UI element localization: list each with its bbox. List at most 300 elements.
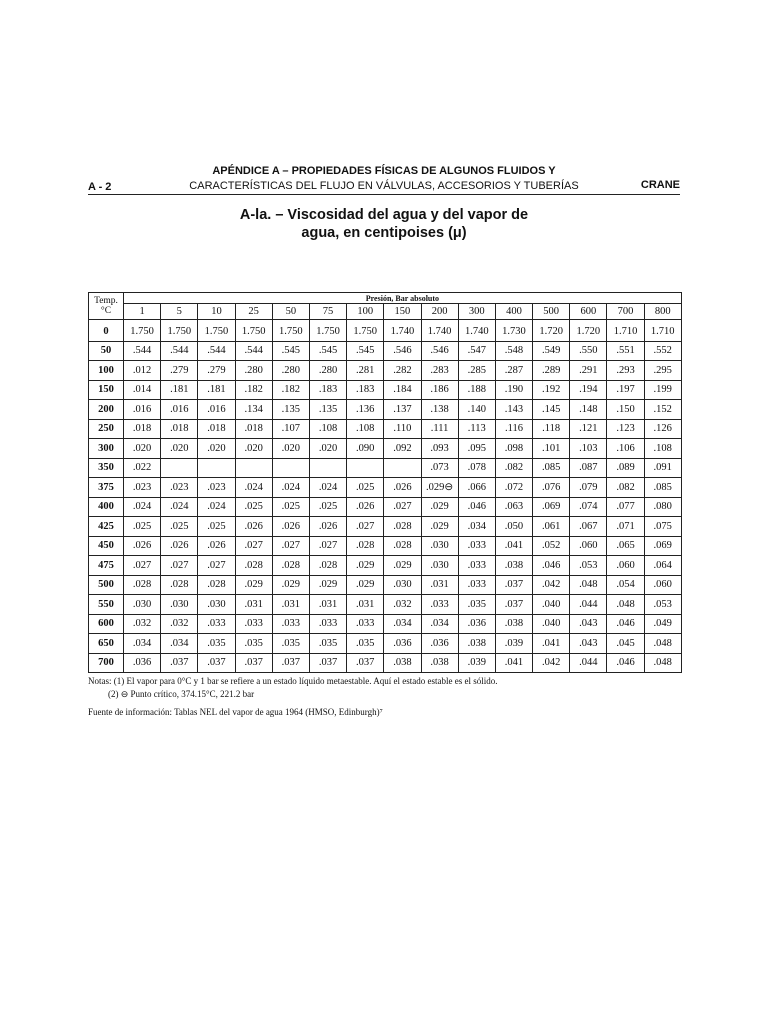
viscosity-cell: .033 bbox=[458, 556, 495, 576]
viscosity-cell: .024 bbox=[309, 478, 346, 498]
viscosity-cell: 1.710 bbox=[644, 320, 681, 342]
table-row bbox=[89, 341, 682, 361]
viscosity-cell: .046 bbox=[607, 614, 644, 634]
viscosity-cell: .069 bbox=[644, 536, 681, 556]
viscosity-cell: .095 bbox=[458, 439, 495, 459]
viscosity-cell: .197 bbox=[607, 380, 644, 400]
viscosity-cell: .079 bbox=[570, 478, 607, 498]
viscosity-cell: .078 bbox=[458, 458, 495, 478]
viscosity-cell: .034 bbox=[384, 614, 421, 634]
viscosity-cell: .545 bbox=[272, 341, 309, 361]
table-title-line2: agua, en centipoises (μ) bbox=[301, 225, 467, 241]
viscosity-cell: .035 bbox=[235, 634, 272, 654]
viscosity-cell: .024 bbox=[161, 497, 198, 517]
viscosity-cell: .544 bbox=[161, 341, 198, 361]
viscosity-cell: .152 bbox=[644, 400, 681, 420]
temperature-cell: 300 bbox=[89, 439, 124, 459]
viscosity-cell: .143 bbox=[495, 400, 532, 420]
viscosity-cell: .023 bbox=[198, 478, 235, 498]
viscosity-cell: .029 bbox=[421, 497, 458, 517]
viscosity-cell: .032 bbox=[384, 595, 421, 615]
viscosity-cell: .101 bbox=[533, 439, 570, 459]
header-title-line2: CARACTERÍSTICAS DEL FLUJO EN VÁLVULAS, ACCESORIOS Y TUBERÍAS bbox=[189, 180, 579, 192]
viscosity-cell: .048 bbox=[644, 653, 681, 673]
viscosity-cell: .092 bbox=[384, 439, 421, 459]
viscosity-cell: .082 bbox=[495, 458, 532, 478]
viscosity-cell: .025 bbox=[309, 497, 346, 517]
viscosity-cell: .135 bbox=[272, 400, 309, 420]
viscosity-cell: .123 bbox=[607, 419, 644, 439]
viscosity-cell: .043 bbox=[570, 634, 607, 654]
viscosity-cell: .135 bbox=[309, 400, 346, 420]
table-row bbox=[89, 634, 682, 654]
viscosity-cell: .023 bbox=[161, 478, 198, 498]
viscosity-cell: .091 bbox=[644, 458, 681, 478]
viscosity-cell: 1.750 bbox=[272, 320, 309, 342]
viscosity-cell: .037 bbox=[495, 575, 532, 595]
viscosity-cell: .138 bbox=[421, 400, 458, 420]
table-row bbox=[89, 536, 682, 556]
viscosity-cell: .041 bbox=[495, 536, 532, 556]
viscosity-cell: .199 bbox=[644, 380, 681, 400]
viscosity-cell: .285 bbox=[458, 361, 495, 381]
viscosity-cell: .544 bbox=[198, 341, 235, 361]
viscosity-cell: 1.720 bbox=[533, 320, 570, 342]
viscosity-cell: .075 bbox=[644, 517, 681, 537]
viscosity-cell: .027 bbox=[384, 497, 421, 517]
viscosity-cell: .020 bbox=[124, 439, 161, 459]
viscosity-cell: .065 bbox=[607, 536, 644, 556]
viscosity-cell: .280 bbox=[272, 361, 309, 381]
viscosity-cell: .281 bbox=[347, 361, 384, 381]
temperature-cell: 375 bbox=[89, 478, 124, 498]
temperature-cell: 400 bbox=[89, 497, 124, 517]
viscosity-cell: .048 bbox=[570, 575, 607, 595]
viscosity-cell: .544 bbox=[124, 341, 161, 361]
temperature-cell: 550 bbox=[89, 595, 124, 615]
pressure-column-header: 50 bbox=[272, 304, 309, 320]
viscosity-cell: .080 bbox=[644, 497, 681, 517]
viscosity-cell: .025 bbox=[347, 478, 384, 498]
viscosity-cell: .020 bbox=[198, 439, 235, 459]
pressure-column-header: 25 bbox=[235, 304, 272, 320]
viscosity-cell: .037 bbox=[495, 595, 532, 615]
pressure-column-header: 800 bbox=[644, 304, 681, 320]
viscosity-cell: .034 bbox=[458, 517, 495, 537]
temperature-cell: 500 bbox=[89, 575, 124, 595]
viscosity-cell: .029 bbox=[347, 575, 384, 595]
viscosity-cell: .181 bbox=[198, 380, 235, 400]
temp-column-header bbox=[89, 293, 124, 320]
viscosity-cell: .547 bbox=[458, 341, 495, 361]
viscosity-cell: .027 bbox=[309, 536, 346, 556]
viscosity-cell: .035 bbox=[347, 634, 384, 654]
viscosity-cell: 1.720 bbox=[570, 320, 607, 342]
viscosity-cell: .033 bbox=[272, 614, 309, 634]
temperature-cell: 700 bbox=[89, 653, 124, 673]
temperature-cell: 150 bbox=[89, 380, 124, 400]
viscosity-cell: 1.740 bbox=[421, 320, 458, 342]
viscosity-cell: .032 bbox=[161, 614, 198, 634]
viscosity-cell: .134 bbox=[235, 400, 272, 420]
viscosity-cell: .049 bbox=[644, 614, 681, 634]
viscosity-cell: .031 bbox=[421, 575, 458, 595]
viscosity-cell: .024 bbox=[198, 497, 235, 517]
viscosity-cell: .113 bbox=[458, 419, 495, 439]
viscosity-cell: .036 bbox=[421, 634, 458, 654]
viscosity-cell: .029 bbox=[384, 556, 421, 576]
viscosity-cell bbox=[235, 458, 272, 478]
note-1: Notas: (1) El vapor para 0°C y 1 bar se refiere a un estado líquido metaestable. Aquí el estado estable es el sólido. bbox=[88, 676, 498, 686]
table-row bbox=[89, 517, 682, 537]
viscosity-cell: 1.740 bbox=[458, 320, 495, 342]
viscosity-cell: .028 bbox=[347, 536, 384, 556]
viscosity-cell: .551 bbox=[607, 341, 644, 361]
viscosity-cell: .060 bbox=[607, 556, 644, 576]
viscosity-cell: .030 bbox=[421, 556, 458, 576]
viscosity-cell: .038 bbox=[384, 653, 421, 673]
viscosity-cell: .289 bbox=[533, 361, 570, 381]
viscosity-cell: .029⊖ bbox=[421, 478, 458, 498]
viscosity-cell: .087 bbox=[570, 458, 607, 478]
viscosity-cell: .048 bbox=[607, 595, 644, 615]
viscosity-cell: .030 bbox=[198, 595, 235, 615]
pressure-column-header: 5 bbox=[161, 304, 198, 320]
viscosity-cell: .033 bbox=[347, 614, 384, 634]
viscosity-cell: .054 bbox=[607, 575, 644, 595]
viscosity-cell: .544 bbox=[235, 341, 272, 361]
viscosity-cell: .028 bbox=[309, 556, 346, 576]
viscosity-cell: .034 bbox=[161, 634, 198, 654]
pressure-column-header: 1 bbox=[124, 304, 161, 320]
viscosity-cell: .279 bbox=[198, 361, 235, 381]
viscosity-cell: 1.750 bbox=[235, 320, 272, 342]
viscosity-cell: .035 bbox=[309, 634, 346, 654]
viscosity-cell: .552 bbox=[644, 341, 681, 361]
viscosity-cell: .016 bbox=[198, 400, 235, 420]
viscosity-cell: .549 bbox=[533, 341, 570, 361]
viscosity-cell: .033 bbox=[421, 595, 458, 615]
pressure-column-header: 200 bbox=[421, 304, 458, 320]
temperature-cell: 475 bbox=[89, 556, 124, 576]
viscosity-cell: .048 bbox=[644, 634, 681, 654]
viscosity-cell: .030 bbox=[384, 575, 421, 595]
viscosity-cell: .026 bbox=[309, 517, 346, 537]
viscosity-cell: .027 bbox=[235, 536, 272, 556]
viscosity-cell: .029 bbox=[272, 575, 309, 595]
pressure-column-header: 10 bbox=[198, 304, 235, 320]
viscosity-cell: .035 bbox=[272, 634, 309, 654]
table-row bbox=[89, 419, 682, 439]
viscosity-cell: .018 bbox=[161, 419, 198, 439]
viscosity-cell: .183 bbox=[309, 380, 346, 400]
viscosity-cell: .016 bbox=[124, 400, 161, 420]
viscosity-cell: .042 bbox=[533, 575, 570, 595]
viscosity-cell: .028 bbox=[161, 575, 198, 595]
viscosity-cell: .033 bbox=[309, 614, 346, 634]
viscosity-cell: .018 bbox=[124, 419, 161, 439]
viscosity-cell: .060 bbox=[570, 536, 607, 556]
viscosity-cell: .546 bbox=[384, 341, 421, 361]
viscosity-cell: .038 bbox=[495, 556, 532, 576]
pressure-column-header: 500 bbox=[533, 304, 570, 320]
viscosity-cell: .071 bbox=[607, 517, 644, 537]
viscosity-cell: .085 bbox=[644, 478, 681, 498]
viscosity-cell: .037 bbox=[272, 653, 309, 673]
viscosity-cell: .043 bbox=[570, 614, 607, 634]
viscosity-cell: .077 bbox=[607, 497, 644, 517]
viscosity-cell: .031 bbox=[272, 595, 309, 615]
viscosity-cell: .046 bbox=[607, 653, 644, 673]
viscosity-cell: .027 bbox=[272, 536, 309, 556]
table-row bbox=[89, 575, 682, 595]
viscosity-cell bbox=[272, 458, 309, 478]
viscosity-cell: .548 bbox=[495, 341, 532, 361]
viscosity-cell: .030 bbox=[124, 595, 161, 615]
viscosity-cell: .045 bbox=[607, 634, 644, 654]
pressure-column-header: 600 bbox=[570, 304, 607, 320]
viscosity-cell: .089 bbox=[607, 458, 644, 478]
viscosity-cell: .024 bbox=[272, 478, 309, 498]
viscosity-cell: .025 bbox=[198, 517, 235, 537]
viscosity-cell: .090 bbox=[347, 439, 384, 459]
table-row bbox=[89, 478, 682, 498]
viscosity-cell: .029 bbox=[235, 575, 272, 595]
viscosity-cell: .107 bbox=[272, 419, 309, 439]
viscosity-cell: .545 bbox=[309, 341, 346, 361]
table-row bbox=[89, 320, 682, 342]
table-row bbox=[89, 653, 682, 673]
temperature-cell: 100 bbox=[89, 361, 124, 381]
viscosity-cell: .020 bbox=[309, 439, 346, 459]
viscosity-cell: .082 bbox=[607, 478, 644, 498]
viscosity-cell: .028 bbox=[198, 575, 235, 595]
page-label: A - 2 bbox=[88, 181, 112, 193]
viscosity-cell: .063 bbox=[495, 497, 532, 517]
viscosity-cell: .018 bbox=[235, 419, 272, 439]
viscosity-cell: .037 bbox=[309, 653, 346, 673]
pressure-column-header: 150 bbox=[384, 304, 421, 320]
viscosity-cell: 1.710 bbox=[607, 320, 644, 342]
viscosity-cell: 1.750 bbox=[347, 320, 384, 342]
viscosity-cell: .108 bbox=[347, 419, 384, 439]
viscosity-cell: .103 bbox=[570, 439, 607, 459]
viscosity-cell: .020 bbox=[272, 439, 309, 459]
viscosity-cell: .038 bbox=[421, 653, 458, 673]
pressure-column-header: 700 bbox=[607, 304, 644, 320]
temp-header-label: Temp. bbox=[94, 296, 118, 306]
viscosity-cell: .028 bbox=[384, 536, 421, 556]
pressure-column-header: 400 bbox=[495, 304, 532, 320]
viscosity-cell: .016 bbox=[161, 400, 198, 420]
viscosity-cell: .052 bbox=[533, 536, 570, 556]
viscosity-cell: .118 bbox=[533, 419, 570, 439]
viscosity-cell: .050 bbox=[495, 517, 532, 537]
viscosity-cell: .026 bbox=[384, 478, 421, 498]
viscosity-cell: .293 bbox=[607, 361, 644, 381]
viscosity-cell: .145 bbox=[533, 400, 570, 420]
table-row bbox=[89, 380, 682, 400]
viscosity-cell: .546 bbox=[421, 341, 458, 361]
viscosity-cell: .036 bbox=[458, 614, 495, 634]
viscosity-cell: .192 bbox=[533, 380, 570, 400]
viscosity-cell: .028 bbox=[235, 556, 272, 576]
viscosity-cell: .140 bbox=[458, 400, 495, 420]
viscosity-cell: .040 bbox=[533, 614, 570, 634]
viscosity-cell: 1.730 bbox=[495, 320, 532, 342]
table-title-line1: A-la. – Viscosidad del agua y del vapor de bbox=[239, 207, 529, 223]
viscosity-cell: .066 bbox=[458, 478, 495, 498]
viscosity-cell: .039 bbox=[495, 634, 532, 654]
viscosity-cell: .025 bbox=[124, 517, 161, 537]
viscosity-cell: .116 bbox=[495, 419, 532, 439]
viscosity-cell: .036 bbox=[384, 634, 421, 654]
viscosity-cell: .026 bbox=[347, 497, 384, 517]
table-notes bbox=[88, 675, 688, 701]
viscosity-cell: .027 bbox=[161, 556, 198, 576]
viscosity-cell: .282 bbox=[384, 361, 421, 381]
viscosity-cell: .040 bbox=[533, 595, 570, 615]
viscosity-cell: .060 bbox=[644, 575, 681, 595]
viscosity-cell: .280 bbox=[235, 361, 272, 381]
viscosity-cell: .022 bbox=[124, 458, 161, 478]
viscosity-cell: .027 bbox=[124, 556, 161, 576]
viscosity-cell: .018 bbox=[198, 419, 235, 439]
table-row bbox=[89, 614, 682, 634]
viscosity-cell: .550 bbox=[570, 341, 607, 361]
viscosity-cell: 1.750 bbox=[198, 320, 235, 342]
viscosity-cell bbox=[384, 458, 421, 478]
viscosity-cell: .069 bbox=[533, 497, 570, 517]
viscosity-cell: .067 bbox=[570, 517, 607, 537]
source-note: Fuente de información: Tablas NEL del vapor de agua 1964 (HMSO, Edinburgh)⁷ bbox=[88, 707, 383, 717]
viscosity-cell: .038 bbox=[495, 614, 532, 634]
viscosity-cell: .025 bbox=[161, 517, 198, 537]
viscosity-cell: .038 bbox=[458, 634, 495, 654]
viscosity-cell: .098 bbox=[495, 439, 532, 459]
viscosity-cell: .030 bbox=[161, 595, 198, 615]
header-rule bbox=[88, 194, 680, 195]
viscosity-cell: .041 bbox=[495, 653, 532, 673]
viscosity-cell: .024 bbox=[235, 478, 272, 498]
temperature-cell: 600 bbox=[89, 614, 124, 634]
temperature-cell: 350 bbox=[89, 458, 124, 478]
viscosity-cell: 1.740 bbox=[384, 320, 421, 342]
viscosity-cell: .194 bbox=[570, 380, 607, 400]
viscosity-cell: .188 bbox=[458, 380, 495, 400]
viscosity-cell: .044 bbox=[570, 595, 607, 615]
temperature-cell: 200 bbox=[89, 400, 124, 420]
viscosity-cell: .027 bbox=[198, 556, 235, 576]
viscosity-cell bbox=[161, 458, 198, 478]
temperature-cell: 650 bbox=[89, 634, 124, 654]
viscosity-cell: .064 bbox=[644, 556, 681, 576]
viscosity-cell: .029 bbox=[347, 556, 384, 576]
pressure-column-header: 300 bbox=[458, 304, 495, 320]
viscosity-cell: .182 bbox=[272, 380, 309, 400]
viscosity-cell: .039 bbox=[458, 653, 495, 673]
temp-header-unit: °C bbox=[100, 306, 112, 316]
viscosity-cell: .074 bbox=[570, 497, 607, 517]
viscosity-cell: .181 bbox=[161, 380, 198, 400]
viscosity-cell: .093 bbox=[421, 439, 458, 459]
viscosity-cell: .026 bbox=[161, 536, 198, 556]
table-row bbox=[89, 458, 682, 478]
viscosity-cell: .041 bbox=[533, 634, 570, 654]
viscosity-cell: .020 bbox=[161, 439, 198, 459]
viscosity-cell: .023 bbox=[124, 478, 161, 498]
pressure-column-header: 100 bbox=[347, 304, 384, 320]
viscosity-cell: .053 bbox=[570, 556, 607, 576]
temperature-cell: 450 bbox=[89, 536, 124, 556]
table-row bbox=[89, 361, 682, 381]
viscosity-cell: .150 bbox=[607, 400, 644, 420]
viscosity-cell: .012 bbox=[124, 361, 161, 381]
viscosity-cell: .186 bbox=[421, 380, 458, 400]
viscosity-cell: .031 bbox=[235, 595, 272, 615]
temperature-cell: 425 bbox=[89, 517, 124, 537]
viscosity-cell: .035 bbox=[458, 595, 495, 615]
table-row bbox=[89, 497, 682, 517]
viscosity-cell: .108 bbox=[309, 419, 346, 439]
viscosity-cell: .028 bbox=[124, 575, 161, 595]
viscosity-cell: .034 bbox=[124, 634, 161, 654]
viscosity-cell: .024 bbox=[124, 497, 161, 517]
table-row bbox=[89, 595, 682, 615]
temperature-cell: 250 bbox=[89, 419, 124, 439]
pressure-group-header: Presión, Bar absoluto bbox=[124, 293, 682, 304]
viscosity-cell: .034 bbox=[421, 614, 458, 634]
brand-label: CRANE bbox=[640, 179, 680, 191]
viscosity-cell: .287 bbox=[495, 361, 532, 381]
viscosity-cell: .020 bbox=[235, 439, 272, 459]
temperature-cell: 50 bbox=[89, 341, 124, 361]
viscosity-cell: .035 bbox=[198, 634, 235, 654]
viscosity-cell: .291 bbox=[570, 361, 607, 381]
viscosity-cell: .026 bbox=[235, 517, 272, 537]
viscosity-cell: .182 bbox=[235, 380, 272, 400]
viscosity-cell: .137 bbox=[384, 400, 421, 420]
temperature-cell: 0 bbox=[89, 320, 124, 342]
viscosity-cell: .025 bbox=[235, 497, 272, 517]
viscosity-cell: .044 bbox=[570, 653, 607, 673]
viscosity-cell bbox=[309, 458, 346, 478]
viscosity-cell: .061 bbox=[533, 517, 570, 537]
viscosity-cell: .148 bbox=[570, 400, 607, 420]
viscosity-cell: .037 bbox=[161, 653, 198, 673]
viscosity-cell: .280 bbox=[309, 361, 346, 381]
viscosity-cell: 1.750 bbox=[309, 320, 346, 342]
viscosity-cell: .046 bbox=[458, 497, 495, 517]
viscosity-cell: .053 bbox=[644, 595, 681, 615]
viscosity-cell: .029 bbox=[309, 575, 346, 595]
viscosity-cell: .014 bbox=[124, 380, 161, 400]
viscosity-cell: .279 bbox=[161, 361, 198, 381]
viscosity-cell: .121 bbox=[570, 419, 607, 439]
pressure-column-header: 75 bbox=[309, 304, 346, 320]
table-row bbox=[89, 439, 682, 459]
viscosity-cell bbox=[347, 458, 384, 478]
viscosity-cell: .076 bbox=[533, 478, 570, 498]
viscosity-cell: .110 bbox=[384, 419, 421, 439]
viscosity-cell: .184 bbox=[384, 380, 421, 400]
viscosity-cell: .136 bbox=[347, 400, 384, 420]
viscosity-cell: .046 bbox=[533, 556, 570, 576]
viscosity-cell: .033 bbox=[458, 575, 495, 595]
viscosity-cell: .283 bbox=[421, 361, 458, 381]
table-row bbox=[89, 400, 682, 420]
viscosity-cell: .111 bbox=[421, 419, 458, 439]
